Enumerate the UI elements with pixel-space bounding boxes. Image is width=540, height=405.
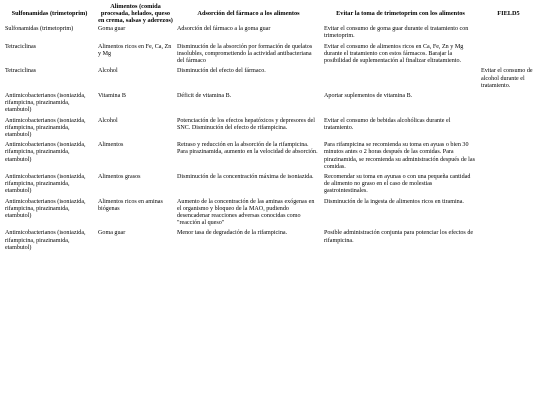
header-drug: Sulfonamidas (trimetoprim) bbox=[11, 10, 88, 18]
cell-food: Vitamina B bbox=[98, 92, 126, 99]
cell-field5 bbox=[479, 92, 538, 117]
header-row bbox=[3, 2, 538, 25]
cell-food: Alcohol bbox=[98, 68, 118, 75]
cell-field5 bbox=[479, 173, 538, 198]
cell-effect: Potenciación de los efectos hepatóxicos y depresores del SNC. Disminución del efecto de rifampicina. bbox=[177, 117, 315, 131]
cell-effect: Déficit de vitamina B. bbox=[177, 92, 232, 99]
cell-drug: Antimicobacterianos (isoniazida, rifampicina, pirazinamida, etambutol) bbox=[5, 230, 86, 251]
table-body bbox=[3, 25, 538, 254]
cell-drug: Antimicobacterianos (isoniazida, rifampicina, pirazinamida, etambutol) bbox=[5, 92, 86, 114]
cell-field5 bbox=[479, 117, 538, 142]
table-row bbox=[3, 117, 538, 142]
table-row bbox=[3, 229, 538, 254]
header-food: Alimentos (comida procesada, helados, queso en crema, salsas y aderezos) bbox=[98, 3, 173, 25]
table-row bbox=[3, 67, 538, 92]
table-header bbox=[3, 2, 538, 25]
table-row bbox=[3, 173, 538, 198]
cell-recommendation: Aportar suplementos de vitamina B. bbox=[324, 92, 413, 99]
table-row bbox=[3, 43, 538, 68]
cell-field5 bbox=[479, 141, 538, 173]
cell-effect: Retraso y reducción en la absorción de la rifampicina. Para pirazinamida, aumento en la velocidad de absorción. bbox=[177, 142, 318, 156]
cell-effect: Disminución de la concentración máxima de isoniazida. bbox=[177, 173, 314, 180]
cell-effect: Aumento de la concentración de las aminas exógenas en el organismo y bloqueo de la MAO, pudiendo desencadenar reacciones adversas conocidas como "reacción al queso" bbox=[177, 198, 315, 227]
cell-recommendation: Recomendar su toma en ayunas o con una pequeña cantidad de alimento no graso en el caso de molestias gastrointestinales. bbox=[324, 173, 471, 195]
cell-drug: Antimicobacterianos (isoniazida, rifampicina, pirazinamida, etambutol) bbox=[5, 198, 86, 219]
cell-food: Alimentos ricos en aminas biógenas bbox=[98, 198, 163, 212]
cell-recommendation: Posible administración conjunta para potenciar los efectos de rifampicina. bbox=[324, 230, 474, 244]
header-field5: FIELD5 bbox=[497, 10, 520, 18]
cell-drug: Antimicobacterianos (isoniazida, rifampicina, pirazinamida, etambutol) bbox=[5, 142, 86, 163]
cell-food: Alimentos ricos en Fe, Ca, Zn y Mg bbox=[98, 43, 172, 57]
cell-drug: Antimicobacterianos (isoniazida, rifampicina, pirazinamida, etambutol) bbox=[5, 117, 86, 138]
cell-food: Alimentos grasos bbox=[98, 173, 141, 180]
cell-food: Goma guar bbox=[98, 26, 126, 33]
table-row bbox=[3, 25, 538, 42]
cell-drug: Sulfonamidas (trimetoprim) bbox=[5, 26, 74, 33]
table-row bbox=[3, 198, 538, 230]
cell-effect: Disminución de la absorción por formación de quelatos insolubles, comprometiendo la actividad antibacteriana del fármaco bbox=[177, 43, 313, 65]
cell-drug: Tetraciclinas bbox=[5, 43, 37, 50]
cell-drug: Antimicobacterianos (isoniazida, rifampicina, pirazinamida, etambutol) bbox=[5, 173, 86, 195]
cell-food: Alimentos bbox=[98, 142, 124, 149]
cell-field5 bbox=[479, 198, 538, 230]
cell-food: Alcohol bbox=[98, 117, 118, 124]
cell-effect: Menor tasa de degradación de la rifampicina. bbox=[177, 230, 288, 237]
cell-field5 bbox=[479, 25, 538, 42]
cell-recommendation: Disminución de la ingesta de alimentos ricos en tiramina. bbox=[324, 198, 464, 205]
cell-food: Goma guar bbox=[98, 230, 126, 237]
cell-recommendation: Evitar el consumo de alimentos ricos en Ca, Fe, Zn y Mg durante el tratamiento con estos fármacos. Barajar la posibilidad de suplementación al finalizar eltratamiento. bbox=[324, 43, 464, 65]
header-effect: Adsorción del fármaco a los alimentos bbox=[197, 10, 300, 18]
cell-effect: Adsorción del fármaco a la goma guar bbox=[177, 26, 271, 33]
cell-field5: Evitar el consumo de alcohol durante el tratamiento. bbox=[481, 68, 533, 89]
cell-recommendation: Evitar el consumo de bebidas alcohólicas durante el tratamiento. bbox=[324, 117, 451, 131]
cell-recommendation: Evitar el consumo de goma guar durante el tratamiento con trimetoprim. bbox=[324, 26, 469, 40]
cell-recommendation: Para rifampicina se recomienda su toma en ayuas o bien 30 minutos antes o 2 horas después de las comidas. Para pirazinamida, se recomienda su administración después de las comidas. bbox=[324, 142, 475, 170]
cell-effect: Disminución del efecto del fármaco. bbox=[177, 68, 266, 75]
header-recommendation: Evitar la toma de trimetoprim con los alimentos bbox=[336, 10, 465, 18]
table-row bbox=[3, 141, 538, 173]
drug-food-interaction-table bbox=[3, 2, 538, 254]
cell-drug: Tetraciclinas bbox=[5, 68, 37, 75]
cell-recommendation bbox=[322, 67, 479, 92]
table-row bbox=[3, 92, 538, 117]
cell-field5 bbox=[479, 229, 538, 254]
cell-field5 bbox=[479, 43, 538, 68]
